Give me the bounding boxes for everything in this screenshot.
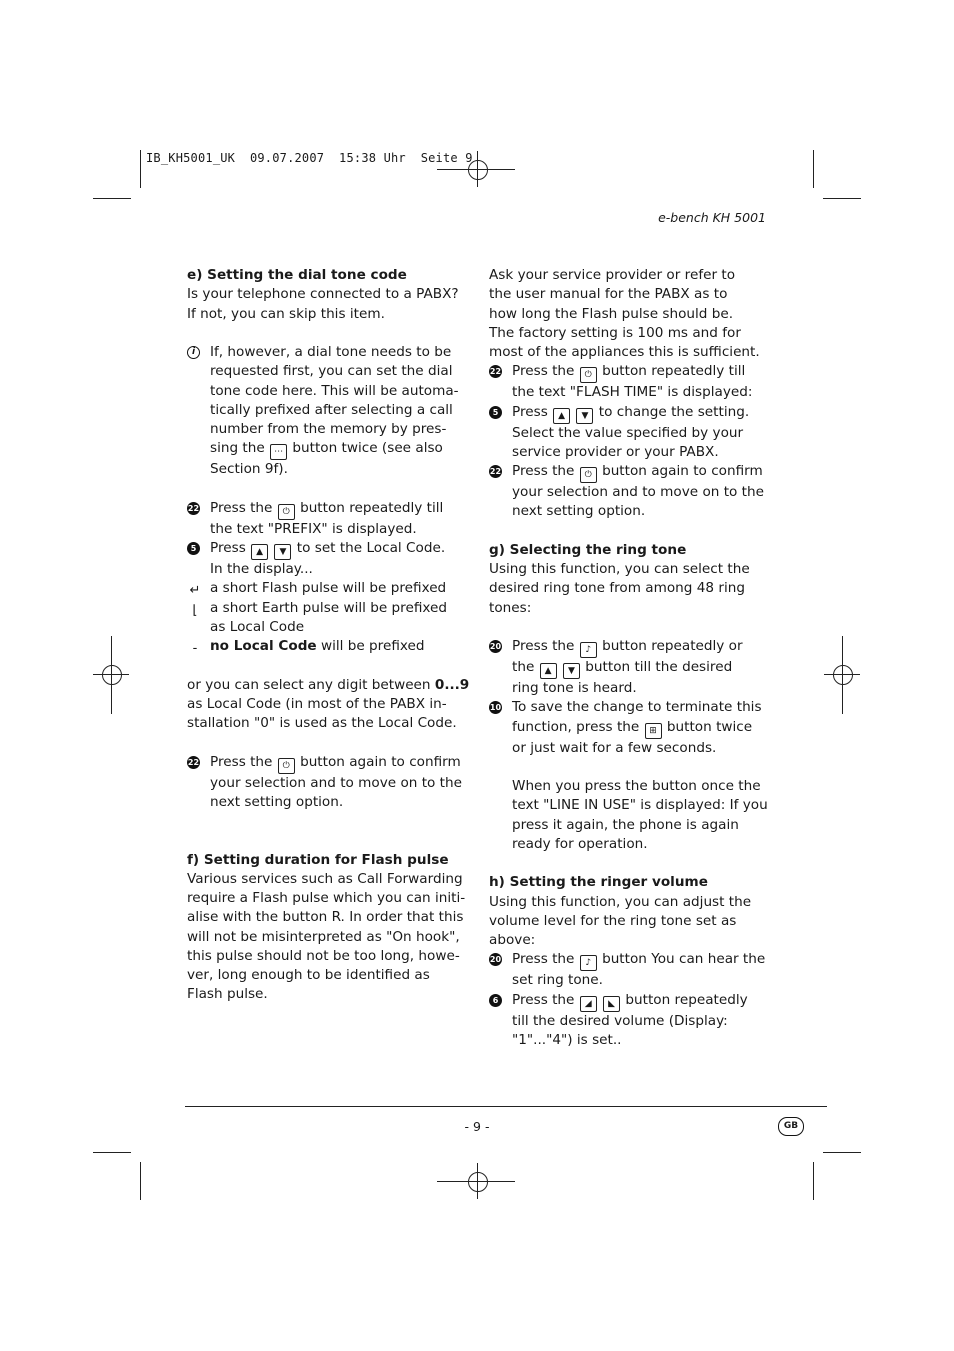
section-heading: g) Selecting the ring tone <box>489 541 687 558</box>
arrow-up-key-icon: ▲ <box>553 408 570 424</box>
registration-line <box>842 636 843 714</box>
paragraph-line: If not, you can skip this item. <box>187 305 385 322</box>
option-item: - no Local Code will be prefixed <box>192 638 425 656</box>
arrow-up-key-icon: ▲ <box>251 544 268 560</box>
step-item: 22 Press the ⏻ button again to confirm your selection and to move on to the next setting option. <box>489 463 764 520</box>
step-marker: 20 <box>489 955 502 965</box>
arrow-down-key-icon: ▼ <box>274 544 291 560</box>
info-note: i If, however, a dial tone needs to be requested first, you can set the dial tone code here. This will be automa- tically prefixed after selecting a call number from the memory by pres- sing the ⋯ button twice (see also Section 9f). <box>187 343 472 480</box>
paragraph-line: Is your telephone connected to a PABX? <box>187 286 459 303</box>
crop-mark <box>93 198 131 199</box>
step-marker: 10 <box>489 703 502 713</box>
ring-tone-key-icon: ♪ <box>580 955 597 971</box>
print-slug: IB_KH5001_UK 09.07.2007 15:38 Uhr Seite 9 <box>146 151 473 165</box>
section-heading: h) Setting the ringer volume <box>489 874 708 891</box>
crop-mark <box>823 198 861 199</box>
arrow-down-key-icon: ▼ <box>576 408 593 424</box>
menu-key-icon: ⏻ <box>580 367 597 383</box>
step-marker: 22 <box>489 367 502 377</box>
step-marker: 6 <box>489 994 502 1007</box>
earth-pulse-icon: ⌊ <box>192 602 198 618</box>
step-item: 5 Press ▲ ▼ to change the setting. Select the value specified by your service provider or your PABX. <box>489 403 779 463</box>
menu-key-icon: ⏻ <box>580 467 597 483</box>
country-badge: GB <box>778 1117 804 1136</box>
crop-mark <box>140 150 141 188</box>
step-item: 5 Press ▲ ▼ to set the Local Code. In the display... <box>187 539 472 579</box>
step-marker: 20 <box>489 642 502 651</box>
info-icon: i <box>187 346 200 359</box>
page-number: - 9 - <box>464 1119 490 1134</box>
step-item: 20 Press the ♪ button You can hear the set ring tone. <box>489 951 766 989</box>
step-item: 22 Press the ⏻ button repeatedly till the text "FLASH TIME" is displayed: <box>489 363 753 401</box>
step-marker: 22 <box>187 757 200 767</box>
option-item: ↵ a short Flash pulse will be prefixed <box>187 579 472 598</box>
step-item: 6 Press the ◢ ◣ button repeatedly till the desired volume (Display: "1"..."4") is set.. <box>489 991 779 1051</box>
registration-line <box>111 636 112 714</box>
crop-mark <box>813 150 814 188</box>
section-heading: e) Setting the dial tone code <box>187 267 407 283</box>
volume-down-key-icon: ◣ <box>603 996 620 1012</box>
volume-up-key-icon: ◢ <box>580 996 597 1012</box>
left-column: e) Setting the dial tone code Is your telephone connected to a PABX? If not, you can skip this item. i If, however, a dial tone needs to be requested first, you can set the dial tone code here. This will be automa- tically prefixed after selecting a call number from the memory by pres- sing the ⋯ button twice (see also Section 9f). 22 Press the ⏻ button repeatedly till the text "PREFIX" is displayed. 5 Press ▲ ▼ to set the Local Code. In the display... ↵ a short Flash pulse will be prefixed ⌊ a short Earth pulse will be prefixed as Local Code - no Local Code will be prefixed or you can select any digit between 0...9 as Local Code (in most of the PABX in- stallation "0" is used as the Local Code. 22 Press the ⏻ button again to confirm your selection and to move on to the next setting option. f) Setting duration for Flash pulse Various services such as Call Forwarding require a Flash pulse which you can initi- alise with the button R. In order that this will not be misinterpreted as "On hook", this pulse should not be too long, howe- ver, long enough to be identified as Flash pulse. <box>187 266 472 1005</box>
menu-key-icon: ⏻ <box>278 504 295 520</box>
step-item: 20 Press the ♪ button repeatedly or the ▲ ▼ button till the desired ring tone is heard. <box>489 638 743 696</box>
arrow-down-key-icon: ▼ <box>563 663 580 679</box>
crop-mark <box>823 1152 861 1153</box>
crop-mark <box>140 1162 141 1200</box>
dial-tone-key-icon: ⋯ <box>270 444 287 460</box>
running-head: e-bench KH 5001 <box>658 210 766 225</box>
step-marker: 22 <box>489 467 502 476</box>
ring-tone-key-icon: ♪ <box>580 642 597 658</box>
step-item: 10 To save the change to terminate this function, press the ⊞ button twice or just wait for a few seconds. When you press the button once the text "LINE IN USE" is displayed: If you press it again, the phone is again ready for operation. <box>489 699 768 852</box>
step-item: 22 Press the ⏻ button repeatedly till the text "PREFIX" is displayed. <box>187 499 444 537</box>
step-item: 22 Press the ⏻ button again to confirm your selection and to move on to the next setting option. <box>187 753 462 810</box>
footer-rule <box>185 1106 827 1107</box>
menu-key-icon: ⏻ <box>278 758 295 774</box>
arrow-up-key-icon: ▲ <box>540 663 557 679</box>
step-marker: 22 <box>187 503 200 513</box>
option-item: ⌊ a short Earth pulse will be prefixed as Local Code <box>187 599 472 638</box>
flash-pulse-icon: ↵ <box>189 583 201 599</box>
crop-mark <box>93 1152 131 1153</box>
step-marker: 5 <box>187 542 200 555</box>
crop-mark <box>813 1162 814 1200</box>
registration-line <box>437 1181 515 1182</box>
registration-line <box>437 169 515 170</box>
right-column: Ask your service provider or refer to the user manual for the PABX as to how long the Flash pulse should be. The factory setting is 100 ms and for most of the appliances this is sufficient. 22 Press the ⏻ button repeatedly till the text "FLASH TIME" is displayed: 5 Press ▲ ▼ to change the setting. Select the value specified by your service provider or your PABX. 22 Press the ⏻ button again to confirm your selection and to move on to the next setting option. g) Selecting the ring tone Using this function, you can select the desired ring tone from among 48 ring tones: 20 Press the ♪ button repeatedly or the ▲ ▼ button till the desired ring tone is heard. 10 To save the change to terminate this function, press the ⊞ button twice or just wait for a few seconds. When you press the button once the text "LINE IN USE" is displayed: If you press it again, the phone is again ready for operation. h) Setting the ringer volume Using this function, you can adjust the volume level for the ring tone set as above: 20 Press the ♪ button You can hear the set ring tone. 6 Press the ◢ ◣ button repeatedly till the desired volume (Display: "1"..."4") is set.. <box>489 266 779 1050</box>
section-heading: f) Setting duration for Flash pulse <box>187 851 449 868</box>
line-key-icon: ⊞ <box>645 723 662 739</box>
step-marker: 5 <box>489 406 502 419</box>
